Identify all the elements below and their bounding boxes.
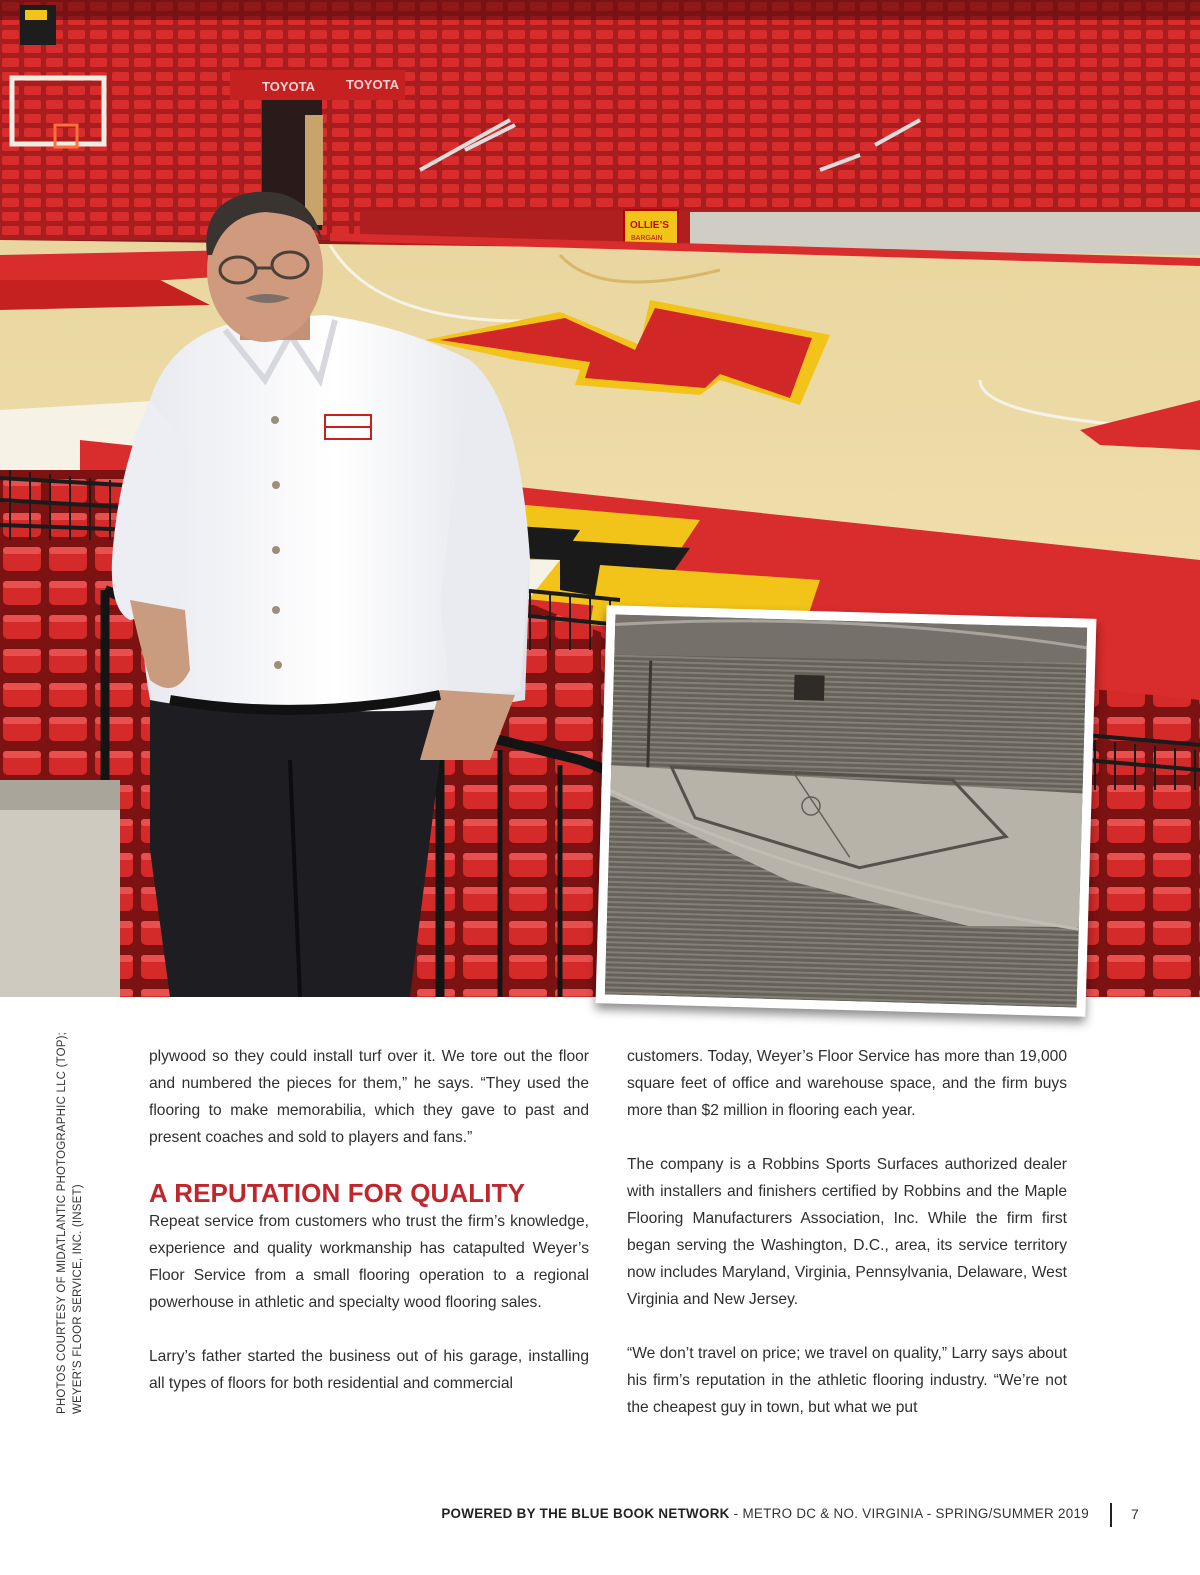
left-paragraph-1: plywood so they could install turf over it. We tore out the floor and numbered the pieces for them,” he says. “They used the flooring to make memorabilia, which they gave to past and present coaches and sold to players and fans.” bbox=[149, 1048, 589, 1146]
sign-text-2: BARGAIN bbox=[631, 235, 663, 242]
right-paragraph-2: The company is a Robbins Sports Surfaces authorized dealer with installers and finishers certified by Robbins and the Maple Flooring Manufacturers Association, Inc. While the firm first began serving the Washington, D.C., area, its service territory now includes Maryland, Virginia, Pennsylvania, Delaware, West Virginia and New Jersey. bbox=[627, 1156, 1067, 1308]
sign-text-1: OLLIE’S bbox=[630, 220, 669, 231]
footer-brand: POWERED BY THE BLUE BOOK NETWORK bbox=[441, 1506, 730, 1521]
article-column-left bbox=[149, 1043, 589, 1397]
section-heading: A REPUTATION FOR QUALITY bbox=[149, 1178, 526, 1208]
left-paragraph-2: Repeat service from customers who trust the firm’s knowledge, experience and quality workmanship has catapulted Weyer’s Floor Service from a small flooring operation to a regional powerhouse in athletic and specialty wood flooring sales. bbox=[149, 1213, 589, 1311]
photo-credit bbox=[54, 1014, 86, 1414]
inset-archive-photo bbox=[596, 605, 1097, 1017]
left-paragraph-3: Larry’s father started the business out of his garage, installing all types of floors for both residential and commercial bbox=[149, 1348, 589, 1392]
footer-edition: - METRO DC & NO. VIRGINIA - SPRING/SUMMER 2019 bbox=[729, 1506, 1089, 1521]
archive-arena-image bbox=[605, 614, 1087, 1007]
page-footer bbox=[441, 1506, 1089, 1521]
photo-credit-line-2: WEYER’S FLOOR SERVICE, INC. (INSET) bbox=[72, 1184, 84, 1414]
page-number: 7 bbox=[1131, 1506, 1139, 1522]
article-column-right bbox=[627, 1043, 1067, 1421]
banner-text-left: TOYOTA bbox=[262, 79, 315, 94]
footer-divider bbox=[1110, 1503, 1112, 1527]
banner-text-right: TOYOTA bbox=[346, 77, 399, 92]
photo-credit-line-1: PHOTOS COURTESY OF MIDATLANTIC PHOTOGRAPHIC LLC (TOP); bbox=[56, 1031, 68, 1414]
right-paragraph-1: customers. Today, Weyer’s Floor Service has more than 19,000 square feet of office and warehouse space, and the firm buys more than $2 million in flooring each year. bbox=[627, 1048, 1067, 1119]
right-paragraph-3: “We don’t travel on price; we travel on quality,” Larry says about his firm’s reputation in the athletic flooring industry. “We’re not the cheapest guy in town, but what we put bbox=[627, 1345, 1067, 1416]
